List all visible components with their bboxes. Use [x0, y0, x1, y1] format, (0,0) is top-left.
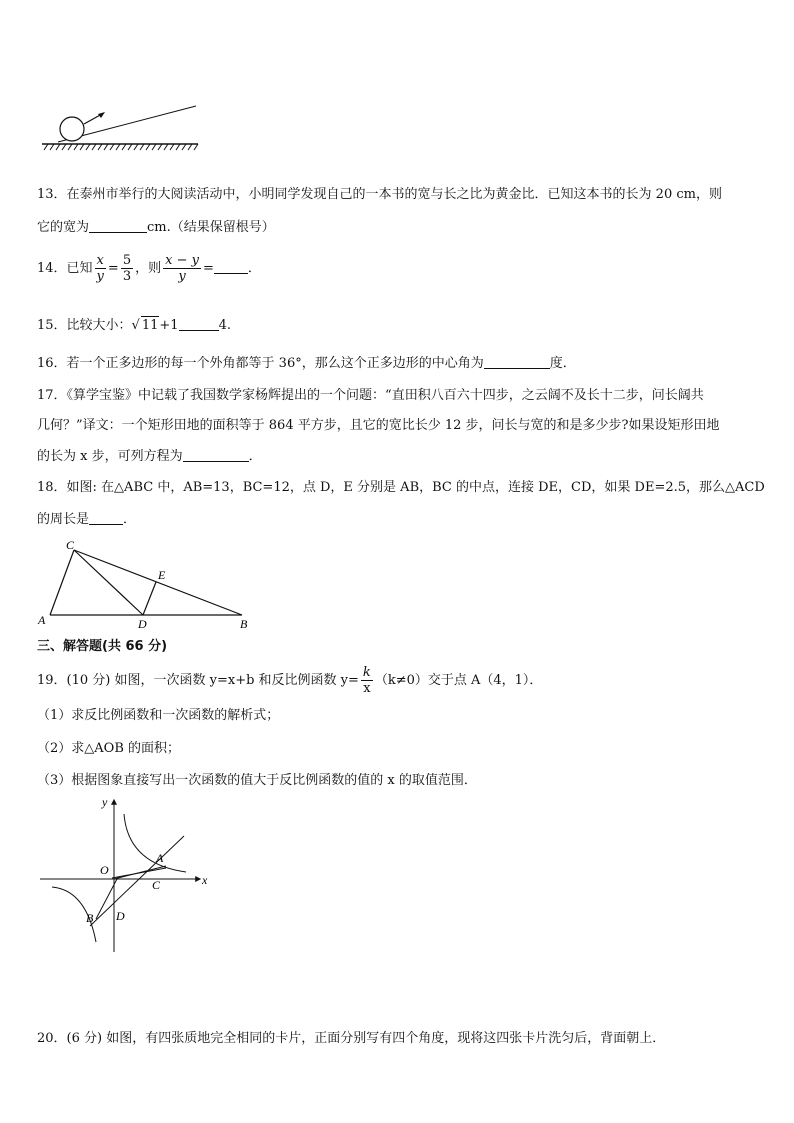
label-E: E	[158, 568, 166, 582]
question-15-suffix: 4.	[218, 318, 231, 333]
fraction-x-minus-y-over-y: $\frac{x - y}{y}$	[165, 253, 199, 284]
question-18-prefix: 的周长是	[37, 512, 90, 527]
label-D: D	[138, 617, 147, 631]
axis-label-y: y	[102, 795, 108, 809]
question-18-suffix: ．	[123, 512, 137, 527]
label-A: A	[156, 851, 164, 865]
label-B: B	[240, 617, 248, 631]
function-graph-figure	[36, 792, 216, 957]
label-B: B	[86, 911, 94, 925]
fraction-x-over-y: $\frac{x}{y}$	[96, 253, 104, 284]
question-19-part3: （3）根据图象直接写出一次函数的值大于反比例函数的值的 x 的取值范围．	[37, 773, 477, 788]
equals-sign: =	[107, 261, 119, 276]
question-20: 20．(6 分) 如图，有四张质地完全相同的卡片，正面分别写有四个角度，现将这四张卡片洗匀后，背面朝上．	[37, 1031, 666, 1046]
plus-one: +1	[159, 318, 179, 333]
question-13-prefix: 它的宽为	[37, 220, 90, 235]
equals-sign-2: =	[202, 261, 214, 276]
question-16-suffix: 度．	[549, 356, 576, 371]
question-19	[37, 664, 542, 698]
question-17-line3	[37, 447, 262, 466]
question-16-prefix: 16．若一个正多边形的每一个外角都等于 36°，那么这个正多边形的中心角为	[37, 356, 484, 371]
question-14	[37, 252, 261, 286]
label-C: C	[66, 538, 75, 552]
label-A: A	[38, 613, 46, 627]
answer-blank-13[interactable]	[89, 218, 147, 233]
section-3-heading: 三、解答题(共 66 分)	[37, 639, 168, 654]
question-15: 15．比较大小：√ 11+1 4.	[37, 318, 231, 333]
question-16	[37, 354, 576, 373]
sqrt-radicand: 11	[141, 318, 159, 333]
question-19-suffix: （k≠0）交于点 A（4，1）．	[374, 673, 543, 688]
question-17-line2: 几何？”译文：一个矩形田地的面积等于 864 平方步，且它的宽比长少 12 步，问长与宽的和是多少步?如果设矩形田地	[37, 418, 720, 433]
label-C: C	[152, 878, 161, 892]
answer-blank-17[interactable]	[183, 447, 249, 462]
question-19-part1: （1）求反比例函数和一次函数的解析式；	[37, 708, 280, 723]
answer-blank-16[interactable]	[484, 354, 550, 369]
question-18-line2	[37, 510, 136, 529]
question-15-prefix: 15．比较大小：	[37, 318, 132, 333]
fraction-5-over-3: $\frac{5}{3}$	[122, 253, 132, 284]
label-D: D	[116, 909, 125, 923]
question-18-line1: 18．如图: 在△ABC 中，AB=13，BC=12，点 D，E 分别是 AB，BC 的中点，连接 DE，CD，如果 DE=2.5，那么△ACD	[37, 480, 765, 495]
question-17-suffix: ．	[248, 449, 262, 464]
incline-ball-figure	[38, 96, 203, 154]
question-13-suffix: cm.（结果保留根号）	[147, 220, 275, 235]
question-17-prefix: 的长为 x 步，可列方程为	[37, 449, 183, 464]
question-19-prefix: 19．(10 分) 如图，一次函数 y=x+b 和反比例函数 y=	[37, 673, 359, 688]
label-O: O	[100, 863, 109, 877]
question-13-line1: 13．在泰州市举行的大阅读活动中，小明同学发现自己的一本书的宽与长之比为黄金比．已知这本书的长为 20 cm，则	[37, 187, 722, 202]
triangle-abc-figure	[30, 536, 260, 632]
question-14-prefix: 14．已知	[37, 261, 93, 276]
fraction-k-over-x: $\frac{k}{x}$	[362, 665, 371, 696]
question-19-part2: （2）求△AOB 的面积；	[37, 741, 181, 756]
answer-blank-15[interactable]	[179, 316, 219, 331]
axis-label-x: x	[202, 873, 208, 887]
answer-blank-18[interactable]	[89, 510, 123, 525]
question-17-line1: 17．《算学宝鉴》中记载了我国数学家杨辉提出的一个问题：“直田积八百六十四步，之云阔不及长十二步，问长阔共	[37, 388, 704, 403]
question-14-then: ，则	[135, 261, 162, 276]
answer-blank-14[interactable]	[214, 259, 248, 274]
question-14-suffix: ．	[247, 261, 261, 276]
question-13-line2	[37, 218, 275, 237]
